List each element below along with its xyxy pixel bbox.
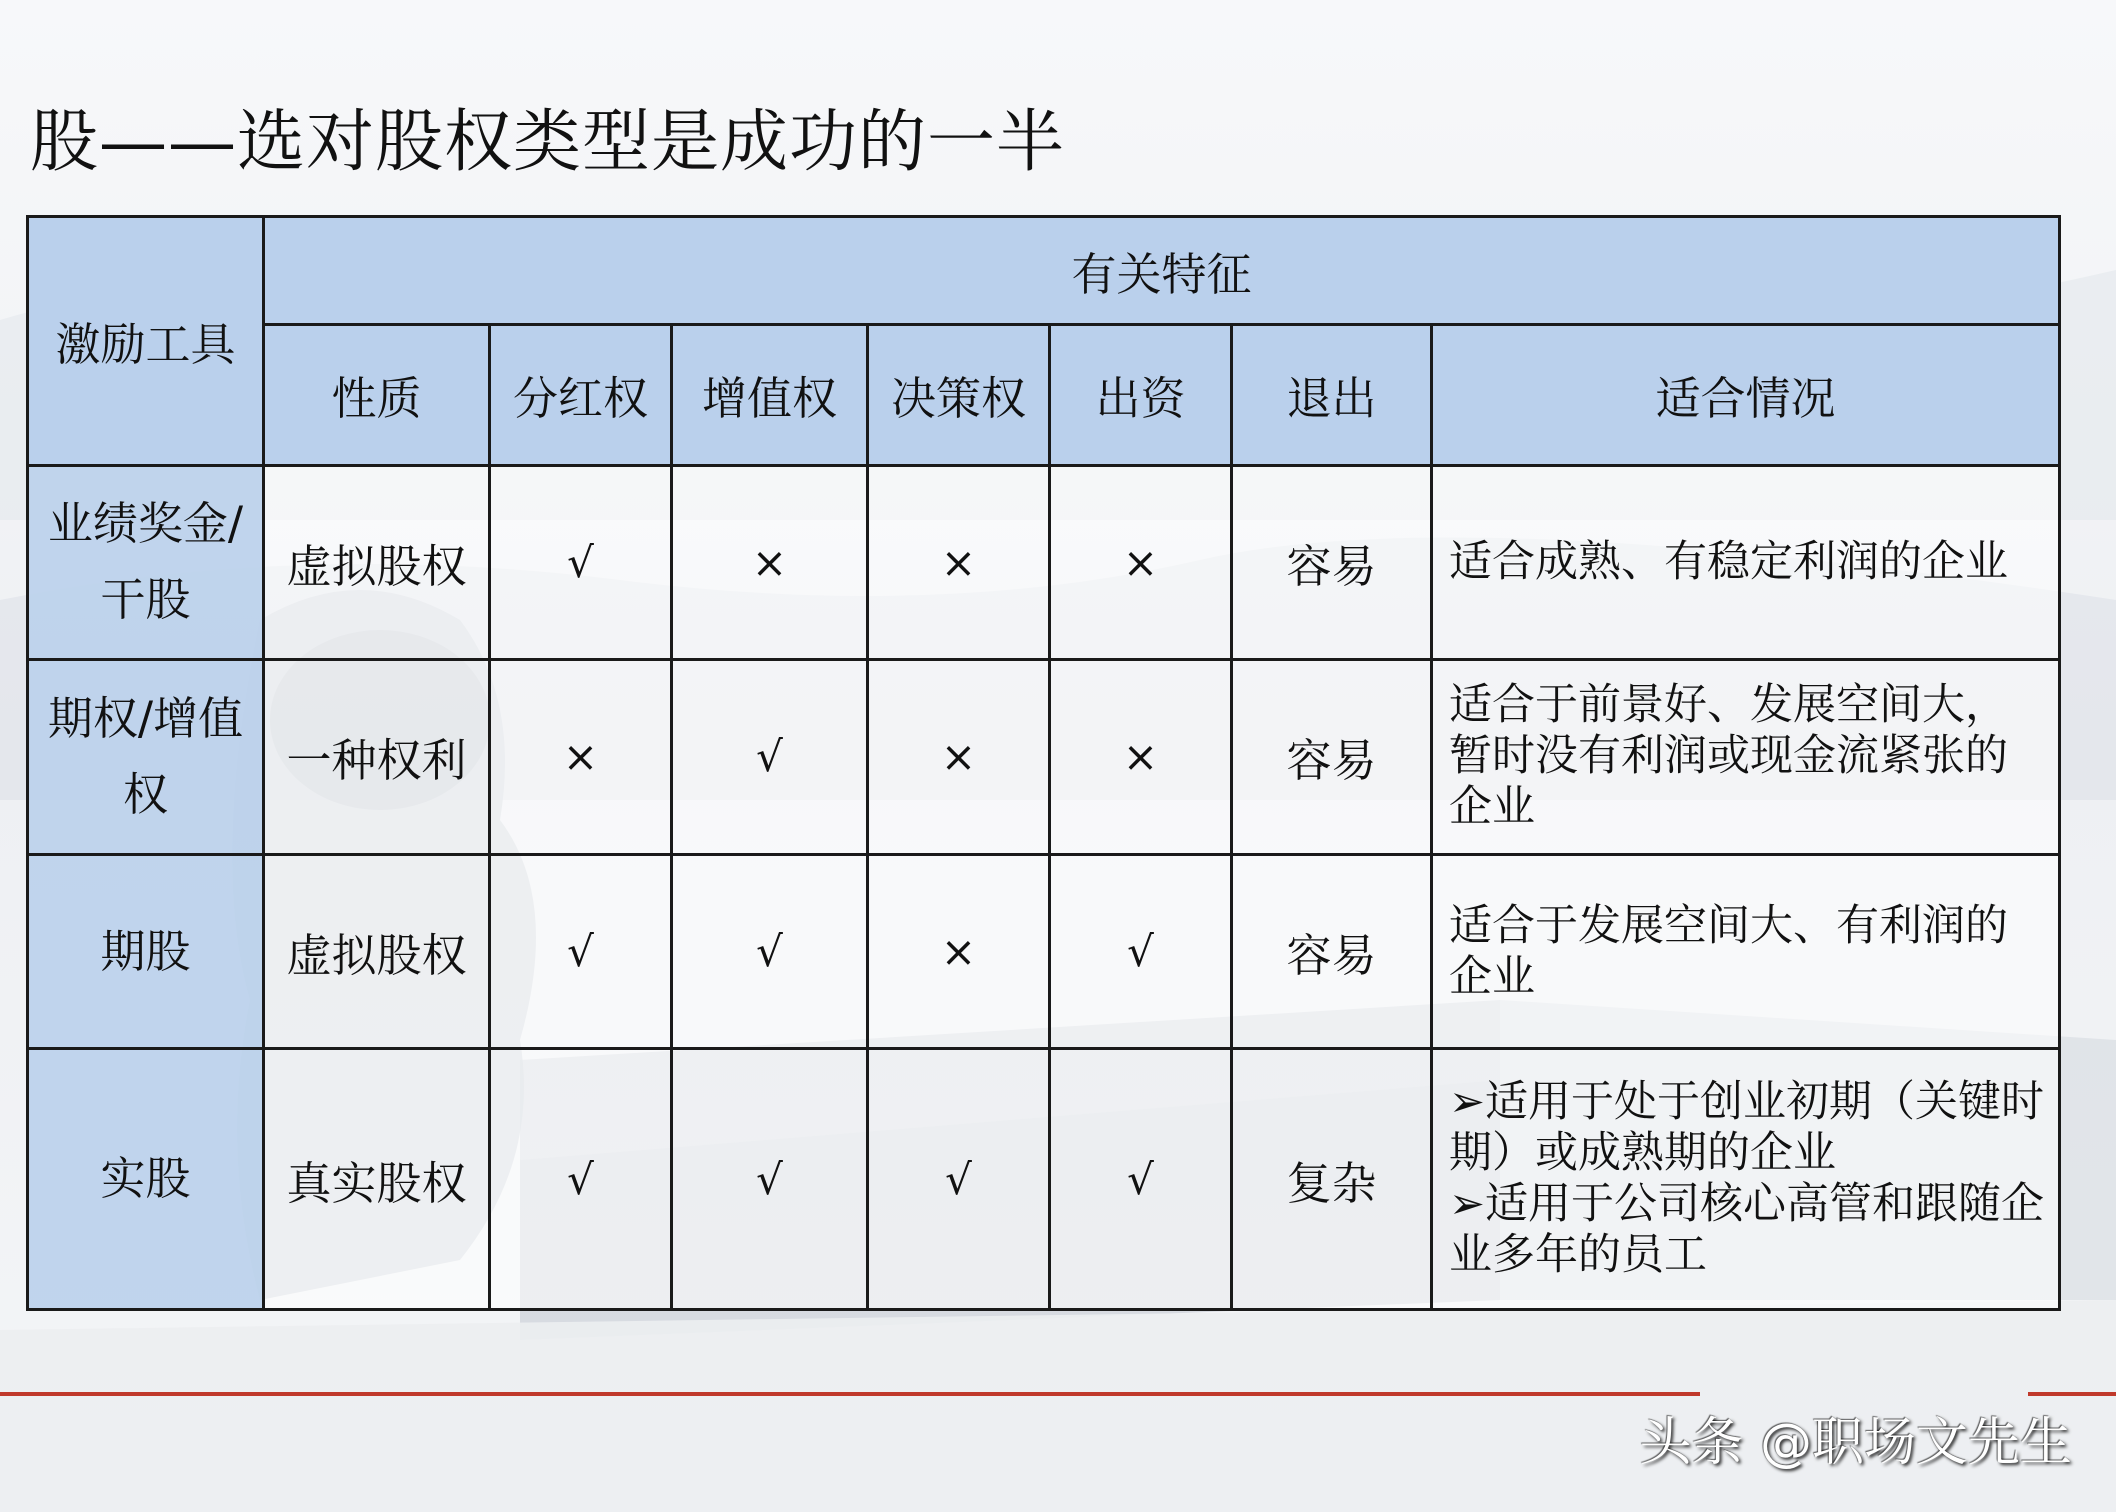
cell-decision: × (868, 854, 1050, 1049)
cell-suitability (1432, 854, 2060, 1049)
cell-appreciation: √ (672, 660, 868, 855)
footer-divider-right (2028, 1392, 2116, 1396)
cell-nature: 虚拟股权 (264, 465, 490, 660)
page-title: 股——选对股权类型是成功的一半 (30, 103, 1066, 182)
cell-capital: × (1050, 465, 1232, 660)
cell-appreciation: × (672, 465, 868, 660)
cell-suitability (1432, 1049, 2060, 1310)
cell-capital: √ (1050, 1049, 1232, 1310)
cell-exit: 复杂 (1232, 1049, 1432, 1310)
cell-decision: √ (868, 1049, 1050, 1310)
row-label-tool: 期权/增值权 (28, 660, 264, 855)
suitability-line: 适合于发展空间大、有利润的企业 (1449, 900, 2008, 1002)
source-watermark: 头条 @职场文先生 (1639, 1413, 2072, 1473)
cell-nature: 真实股权 (264, 1049, 490, 1310)
cell-dividend: √ (490, 465, 672, 660)
row-label-tool: 期股 (28, 854, 264, 1049)
row-label-tool: 实股 (28, 1049, 264, 1310)
cell-exit: 容易 (1232, 854, 1432, 1049)
cell-dividend: √ (490, 1049, 672, 1310)
column-header-capital-contribution: 出资 (1050, 325, 1232, 465)
cell-exit: 容易 (1232, 660, 1432, 855)
suitability-line: 适合成熟、有稳定利润的企业 (1449, 536, 2008, 587)
header-related-features: 有关特征 (264, 217, 2060, 325)
cell-dividend: × (490, 660, 672, 855)
suitability-bullet: ➢适用于处于创业初期（关键时期）或成熟期的企业 (1449, 1077, 2045, 1179)
cell-nature: 一种权利 (264, 660, 490, 855)
cell-capital: √ (1050, 854, 1232, 1049)
table-row (28, 660, 2060, 855)
header-incentive-tool: 激励工具 (28, 217, 264, 466)
cell-nature: 虚拟股权 (264, 854, 490, 1049)
cell-appreciation: √ (672, 1049, 868, 1310)
cell-capital: × (1050, 660, 1232, 855)
column-header-nature: 性质 (264, 325, 490, 465)
column-header-exit: 退出 (1232, 325, 1432, 465)
cell-decision: × (868, 465, 1050, 660)
cell-suitability (1432, 465, 2060, 660)
column-header-appreciation-right: 增值权 (672, 325, 868, 465)
table-row (28, 854, 2060, 1049)
table-row (28, 465, 2060, 660)
cell-suitability (1432, 660, 2060, 855)
cell-decision: × (868, 660, 1050, 855)
row-label-tool: 业绩奖金/干股 (28, 465, 264, 660)
incentive-tools-table (26, 215, 2061, 1311)
suitability-bullet: ➢适用于公司核心高管和跟随企业多年的员工 (1449, 1179, 2045, 1281)
column-header-decision-right: 决策权 (868, 325, 1050, 465)
cell-exit: 容易 (1232, 465, 1432, 660)
cell-appreciation: √ (672, 854, 868, 1049)
table-row (28, 1049, 2060, 1310)
column-header-suitability: 适合情况 (1432, 325, 2060, 465)
footer-divider-left (0, 1392, 1700, 1396)
column-header-dividend-right: 分红权 (490, 325, 672, 465)
cell-dividend: √ (490, 854, 672, 1049)
suitability-line: 适合于前景好、发展空间大，暂时没有利润或现金流紧张的企业 (1449, 680, 2008, 833)
